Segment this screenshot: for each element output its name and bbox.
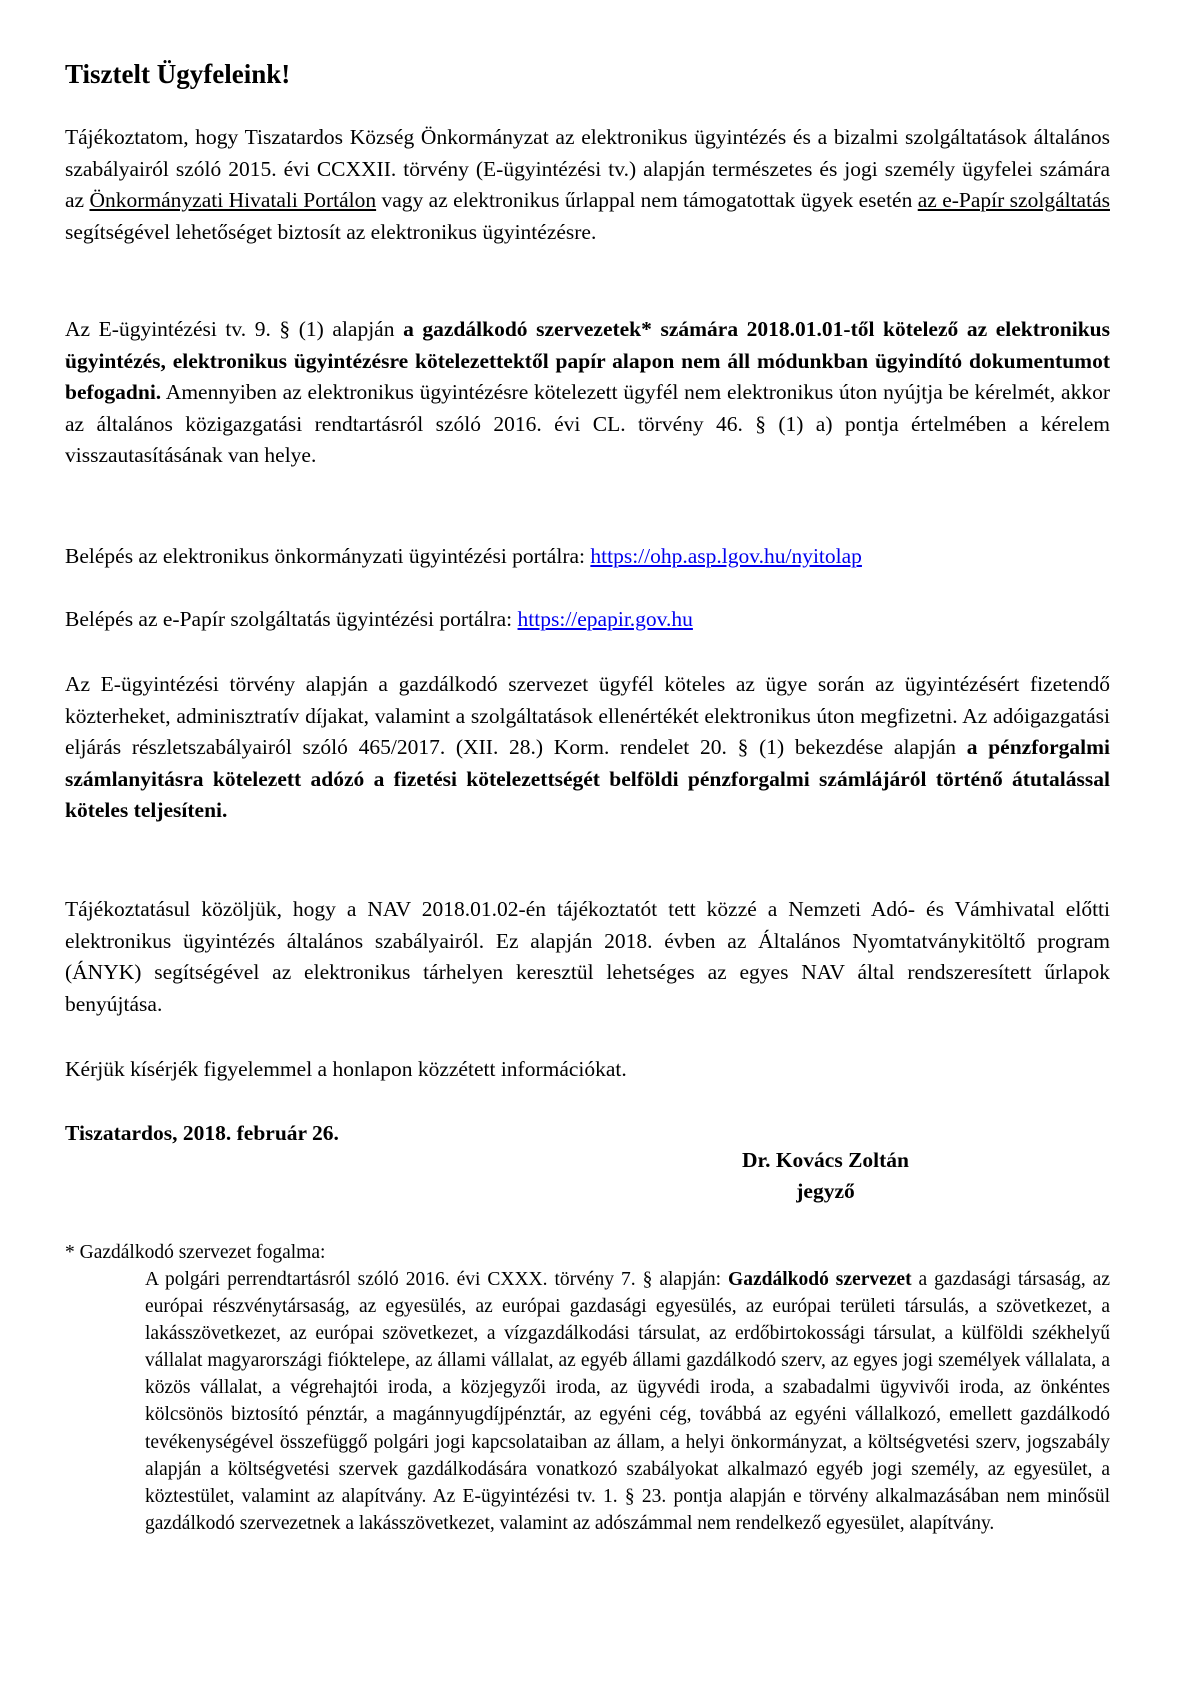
intro-paragraph xyxy=(65,122,1110,248)
obligation-text-1: Az E-ügyintézési tv. 9. § (1) alapján xyxy=(65,317,404,341)
epapir-underlined: az e-Papír szolgáltatás xyxy=(917,188,1110,213)
footnote-text-1: A polgári perrendtartásról szóló 2016. évi CXXX. törvény 7. § alapján: xyxy=(145,1269,729,1290)
date-line: Tiszatardos, 2018. február 26. xyxy=(65,1121,339,1145)
intro-text-3: segítségével lehetőséget biztosít az elektronikus ügyintézésre. xyxy=(65,219,597,244)
obligation-bold: a gazdálkodó szervezetek* számára 2018.01.01-től kötelező az elektronikus ügyintézés, elektronikus ügyintézésre kötelezettektől papír alapon nem áll módunkban ügyindító dokumentumot befogadni. xyxy=(65,317,1110,405)
intro-text-2: vagy az elektronikus űrlappal nem támogatottak ügyek esetén xyxy=(376,188,918,213)
footnote-bold: Gazdálkodó szervezet xyxy=(728,1269,912,1290)
payment-text-1: Az E-ügyintézési törvény alapján a gazdálkodó szervezet ügyfél köteles az ügye során az ügyintézésért fizetendő közterheket, adminisztratív díjakat, valamint a szolgáltatások ellenértékét elektronikus úton megfizetni. Az adóigazgatási eljárás részletszabályairól szóló 465/2017. (XII. 28.) Korm. rendelet 20. § (1) bekezdése alapján xyxy=(65,672,1110,760)
ohp-portal-line xyxy=(65,541,1110,573)
epapir-portal-label: Belépés az e-Papír szolgáltatás ügyintézési portálra: xyxy=(65,607,518,631)
ohp-portal-link[interactable]: https://ohp.asp.lgov.hu/nyitolap xyxy=(590,544,862,568)
footnote-text-2: a gazdasági társaság, az európai részvénytársaság, az egyesülés, az európai gazdasági egyesülés, az európai területi társulás, a szövetkezet, a lakásszövetkezet, az európai szövetkezet, a vízgazdálkodási társulat, az erdőbirtokossági társulat, a külföldi székhelyű vállalat magyarországi fióktelepe, az állami vállalat, az egyéb állami gazdálkodó szerv, az egyes jogi személyek vállalata, a közös vállalat, a végrehajtói iroda, a közjegyzői iroda, az ügyvédi iroda, a szabadalmi ügyvivői iroda, az önkéntes kölcsönös biztosító pénztár, a magánnyugdíjpénztár, az egyéni cég, továbbá az egyéni vállalkozó, emellett gazdálkodó tevékenységével összefüggő polgári jogi kapcsolataiban az állam, a helyi önkormányzat, a költségvetési szerv, jogszabály alapján a költségvetési szervek gazdálkodására vonatkozó szabályokat alkalmazó egyéb jogi személy, az egyesület, a köztestület, valamint az alapítvány. Az E-ügyintézési tv. 1. § 23. pontja alapján e törvény alkalmazásában nem minősül gazdálkodó szervezetnek a lakásszövetkezet, valamint az adószámmal nem rendelkező egyesület, alapítvány. xyxy=(145,1269,1110,1534)
intro-text-1: Tájékoztatom, hogy Tiszatardos Község Önkormányzat az elektronikus ügyintézés és a bizalmi szolgáltatások általános szabályairól szóló 2015. évi CCXXII. törvény (E-ügyintézési tv.) alapján természetes és jogi személy ügyfelei számára az xyxy=(65,125,1110,213)
obligation-paragraph xyxy=(65,314,1110,472)
epapir-portal-line xyxy=(65,604,1110,636)
footnote-heading: * Gazdálkodó szervezet fogalma: xyxy=(65,1242,326,1263)
payment-paragraph xyxy=(65,669,1110,827)
closing-paragraph: Kérjük kísérjék figyelemmel a honlapon közzétett információkat. xyxy=(65,1057,627,1081)
signature-role: jegyző xyxy=(796,1179,855,1203)
nav-paragraph: Tájékoztatásul közöljük, hogy a NAV 2018.01.02-én tájékoztatót tett közzé a Nemzeti Adó- és Vámhivatal előtti elektronikus ügyintézés általános szabályairól. Ez alapján 2018. évben az Általános Nyomtatványkitöltő program (ÁNYK) segítségével az elektronikus tárhelyen keresztül lehetséges az egyes NAV által rendszeresített űrlapok benyújtása. xyxy=(65,897,1110,1016)
ohp-portal-label: Belépés az elektronikus önkormányzati ügyintézési portálra: xyxy=(65,544,591,568)
footnote-body xyxy=(145,1266,1110,1537)
obligation-text-2: Amennyiben az elektronikus ügyintézésre kötelezett ügyfél nem elektronikus úton nyújtja be kérelmét, akkor az általános közigazgatási rendtartásról szóló 2016. évi CL. törvény 46. § (1) a) pontja értelmében a kérelem visszautasításának van helye. xyxy=(65,380,1110,468)
signature-name: Dr. Kovács Zoltán xyxy=(741,1148,910,1172)
payment-bold: a pénzforgalmi számlanyitásra kötelezett adózó a fizetési kötelezettségét belföldi pénzforgalmi számlájáról történő átutalással köteles teljesíteni. xyxy=(65,735,1110,823)
epapir-portal-link[interactable]: https://epapir.gov.hu xyxy=(517,607,693,631)
page-title: Tisztelt Ügyfeleink! xyxy=(65,59,291,89)
signature-block xyxy=(718,1145,933,1207)
hivatali-portal-underlined: Önkormányzati Hivatali Portálon xyxy=(89,188,377,213)
